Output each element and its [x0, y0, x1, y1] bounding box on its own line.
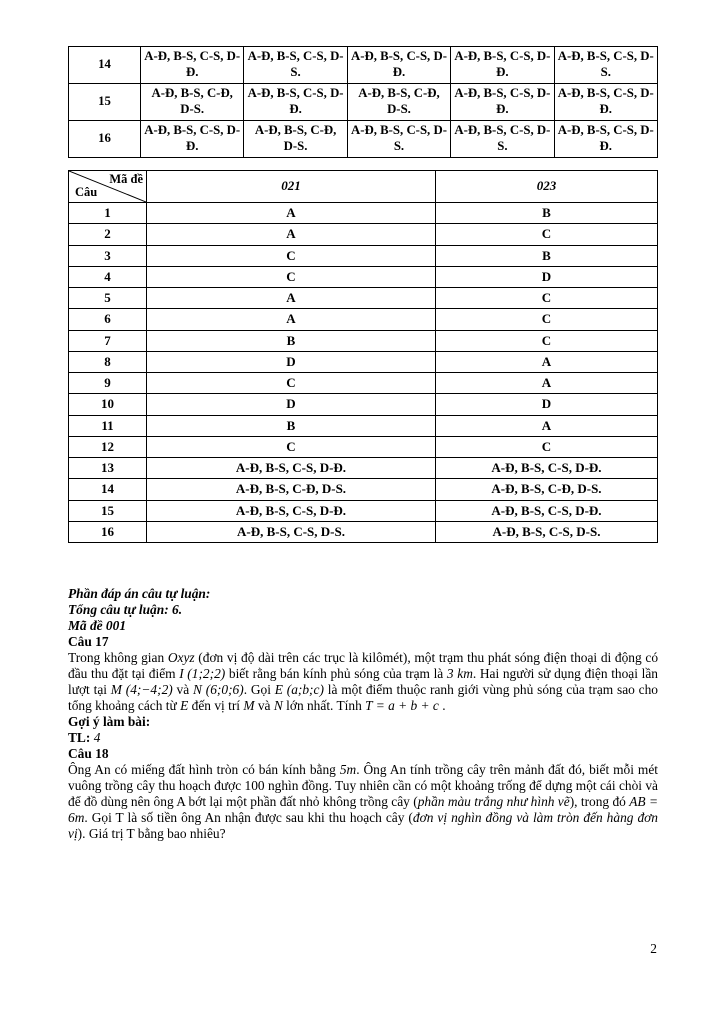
question-number-cell: 13: [69, 458, 147, 479]
table-row: [69, 351, 658, 372]
question-number-cell: 1: [69, 203, 147, 224]
text-segment: . Ông An tính trồng cây trên mảnh đất đó, biết mỗi mét vuông trồng cây thu hoạch được 100 nghìn đồng. Tuy nhiên cần có một khoảng trống để dựng một cái chòi và để đồ dùng nên ông A bớt lại một phần đất nhỏ không trồng cây (: [68, 762, 658, 809]
answer-cell: A-Đ, B-S, C-S, D-S.: [347, 121, 450, 158]
answer-cell: A: [147, 224, 436, 245]
answer-cell: A-Đ, B-S, C-S, D-Đ.: [436, 458, 658, 479]
question-number-cell: 14: [69, 479, 147, 500]
text-segment: . Hai người sử dụng điện thoại lần lượt tại: [68, 666, 658, 697]
answer-cell: D: [436, 266, 658, 287]
answer-cell: A-Đ, B-S, C-Đ, D-S.: [244, 121, 347, 158]
corner-cell: [69, 171, 147, 203]
question-17-answer: [68, 730, 658, 746]
answer-cell: D: [147, 351, 436, 372]
answer-cell: A: [436, 373, 658, 394]
question-number-cell: 2: [69, 224, 147, 245]
answer-cell: A-Đ, B-S, C-S, D-Đ.: [436, 500, 658, 521]
text-segment: .: [438, 698, 446, 713]
answer-cell: D: [436, 394, 658, 415]
answer-key-by-code-table: [68, 170, 658, 543]
answer-cell: A-Đ, B-S, C-Đ, D-S.: [436, 479, 658, 500]
answer-cell: A-Đ, B-S, C-S, D-S.: [451, 121, 554, 158]
answer-cell: A-Đ, B-S, C-S, D-S.: [554, 47, 657, 84]
answer-cell: A-Đ, B-S, C-S, D-Đ.: [147, 500, 436, 521]
question-17-hint: Gợi ý làm bài:: [68, 714, 151, 729]
question-number-cell: 9: [69, 373, 147, 394]
table-row: [69, 458, 658, 479]
table-header-row: [69, 171, 658, 203]
question-17-title: Câu 17: [68, 634, 109, 649]
answer-cell: A-Đ, B-S, C-Đ, D-S.: [347, 84, 450, 121]
essay-answers-section: [68, 586, 658, 842]
text-segment: N (6;0;6): [193, 682, 244, 697]
exam-code-header: 021: [147, 171, 436, 203]
text-segment: Oxyz: [167, 650, 195, 665]
answer-cell: B: [436, 245, 658, 266]
question-number-cell: 6: [69, 309, 147, 330]
answer-cell: A-Đ, B-S, C-S, D-S.: [244, 47, 347, 84]
question-number-cell: 16: [69, 521, 147, 542]
answer-cell: C: [436, 288, 658, 309]
table-row: [69, 309, 658, 330]
table-row: [69, 436, 658, 457]
text-segment: T = a + b + c: [365, 698, 439, 713]
question-17-body: [68, 650, 658, 714]
answer-value: 4: [93, 730, 101, 745]
text-segment: 5m: [339, 762, 357, 777]
exam-code-header: 023: [436, 171, 658, 203]
document-content: [68, 46, 658, 842]
question-number-cell: 12: [69, 436, 147, 457]
text-segment: phần màu trắng như hình vẽ: [417, 794, 570, 809]
table-row: [69, 121, 658, 158]
table-row: [69, 245, 658, 266]
page-number: 2: [650, 941, 657, 956]
text-segment: và: [254, 698, 274, 713]
question-number-cell: 15: [69, 84, 141, 121]
text-segment: ), trong đó: [569, 794, 630, 809]
text-segment: M: [243, 698, 255, 713]
answer-cell: A-Đ, B-S, C-S, D-Đ.: [141, 121, 244, 158]
table-row: [69, 415, 658, 436]
answer-cell: A-Đ, B-S, C-S, D-S.: [436, 521, 658, 542]
answer-cell: D: [147, 394, 436, 415]
table-row: [69, 373, 658, 394]
text-segment: và: [172, 682, 194, 697]
table-row: [69, 500, 658, 521]
answer-cell: C: [147, 436, 436, 457]
answer-cell: A: [147, 203, 436, 224]
question-number-cell: 5: [69, 288, 147, 309]
table-row: [69, 394, 658, 415]
corner-top-label: Mã đề: [109, 172, 143, 186]
answer-cell: A-Đ, B-S, C-S, D-Đ.: [244, 84, 347, 121]
table-row: [69, 224, 658, 245]
answer-cell: A-Đ, B-S, C-S, D-Đ.: [554, 84, 657, 121]
answer-cell: C: [436, 309, 658, 330]
essay-total: Tổng câu tự luận: 6.: [68, 602, 183, 617]
table-row: [69, 203, 658, 224]
answer-cell: A-Đ, B-S, C-S, D-Đ.: [451, 84, 554, 121]
essay-code: Mã đề 001: [68, 618, 127, 633]
text-segment: E: [180, 698, 189, 713]
question-number-cell: 3: [69, 245, 147, 266]
answer-label: TL:: [68, 730, 91, 745]
answer-cell: C: [436, 436, 658, 457]
table-row: [69, 479, 658, 500]
answer-cell: C: [147, 245, 436, 266]
table-row: [69, 266, 658, 287]
text-segment: đơn vị nghìn đồng và làm tròn đến hàng đơn vị: [68, 810, 658, 841]
text-segment: 3 km: [446, 666, 473, 681]
question-number-cell: 7: [69, 330, 147, 351]
corner-bottom-label: Câu: [75, 185, 98, 200]
answer-cell: C: [436, 224, 658, 245]
answer-cell: A: [147, 309, 436, 330]
question-18-body: [68, 762, 658, 842]
text-segment: là một điểm thuộc ranh giới vùng phủ sóng của trạm sao cho tổng khoảng cách từ: [68, 682, 658, 713]
text-segment: E (a;b;c): [274, 682, 324, 697]
text-segment: (đơn vị độ dài trên các trục là kilômét), một trạm thu phát sóng điện thoại di động có đầu thu đặt tại điểm: [68, 650, 659, 681]
table-row: [69, 288, 658, 309]
answer-cell: C: [436, 330, 658, 351]
text-segment: biết rằng bán kính phủ sóng của trạm là: [225, 666, 447, 681]
answer-cell: B: [436, 203, 658, 224]
essay-heading: Phần đáp án câu tự luận:: [68, 586, 211, 601]
text-segment: I (1;2;2): [179, 666, 226, 681]
answer-cell: A: [147, 288, 436, 309]
answers-continuation-table: [68, 46, 658, 158]
answer-cell: A-Đ, B-S, C-Đ, D-S.: [147, 479, 436, 500]
answer-cell: B: [147, 415, 436, 436]
text-segment: lớn nhất. Tính: [282, 698, 366, 713]
text-segment: Ông An có miếng đất hình tròn có bán kính bằng: [68, 762, 340, 777]
question-number-cell: 11: [69, 415, 147, 436]
question-number-cell: 10: [69, 394, 147, 415]
answer-cell: A: [436, 415, 658, 436]
text-segment: đến vị trí: [188, 698, 244, 713]
answer-cell: A-Đ, B-S, C-S, D-Đ.: [451, 47, 554, 84]
question-number-cell: 15: [69, 500, 147, 521]
text-segment: . Gọi T là số tiền ông An nhận được sau khi thu hoạch cây (: [84, 810, 413, 825]
table-row: [69, 84, 658, 121]
answer-cell: A-Đ, B-S, C-S, D-Đ.: [141, 47, 244, 84]
question-18-title: Câu 18: [68, 746, 109, 761]
text-segment: Trong không gian: [68, 650, 168, 665]
answer-cell: C: [147, 373, 436, 394]
answer-cell: C: [147, 266, 436, 287]
table-row: [69, 47, 658, 84]
question-number-cell: 8: [69, 351, 147, 372]
table-row: [69, 330, 658, 351]
text-segment: N: [273, 698, 283, 713]
answer-cell: A-Đ, B-S, C-S, D-Đ.: [554, 121, 657, 158]
answer-cell: A-Đ, B-S, C-S, D-S.: [147, 521, 436, 542]
answer-cell: A: [436, 351, 658, 372]
text-segment: ). Giá trị T bằng bao nhiêu?: [77, 826, 226, 841]
table-row: [69, 521, 658, 542]
answer-cell: B: [147, 330, 436, 351]
answer-cell: A-Đ, B-S, C-S, D-Đ.: [147, 458, 436, 479]
text-segment: AB = 6m: [68, 794, 658, 825]
question-number-cell: 4: [69, 266, 147, 287]
answer-cell: A-Đ, B-S, C-Đ, D-S.: [141, 84, 244, 121]
question-number-cell: 16: [69, 121, 141, 158]
question-number-cell: 14: [69, 47, 141, 84]
answer-cell: A-Đ, B-S, C-S, D-Đ.: [347, 47, 450, 84]
text-segment: M (4;−4;2): [110, 682, 173, 697]
text-segment: . Gọi: [243, 682, 275, 697]
